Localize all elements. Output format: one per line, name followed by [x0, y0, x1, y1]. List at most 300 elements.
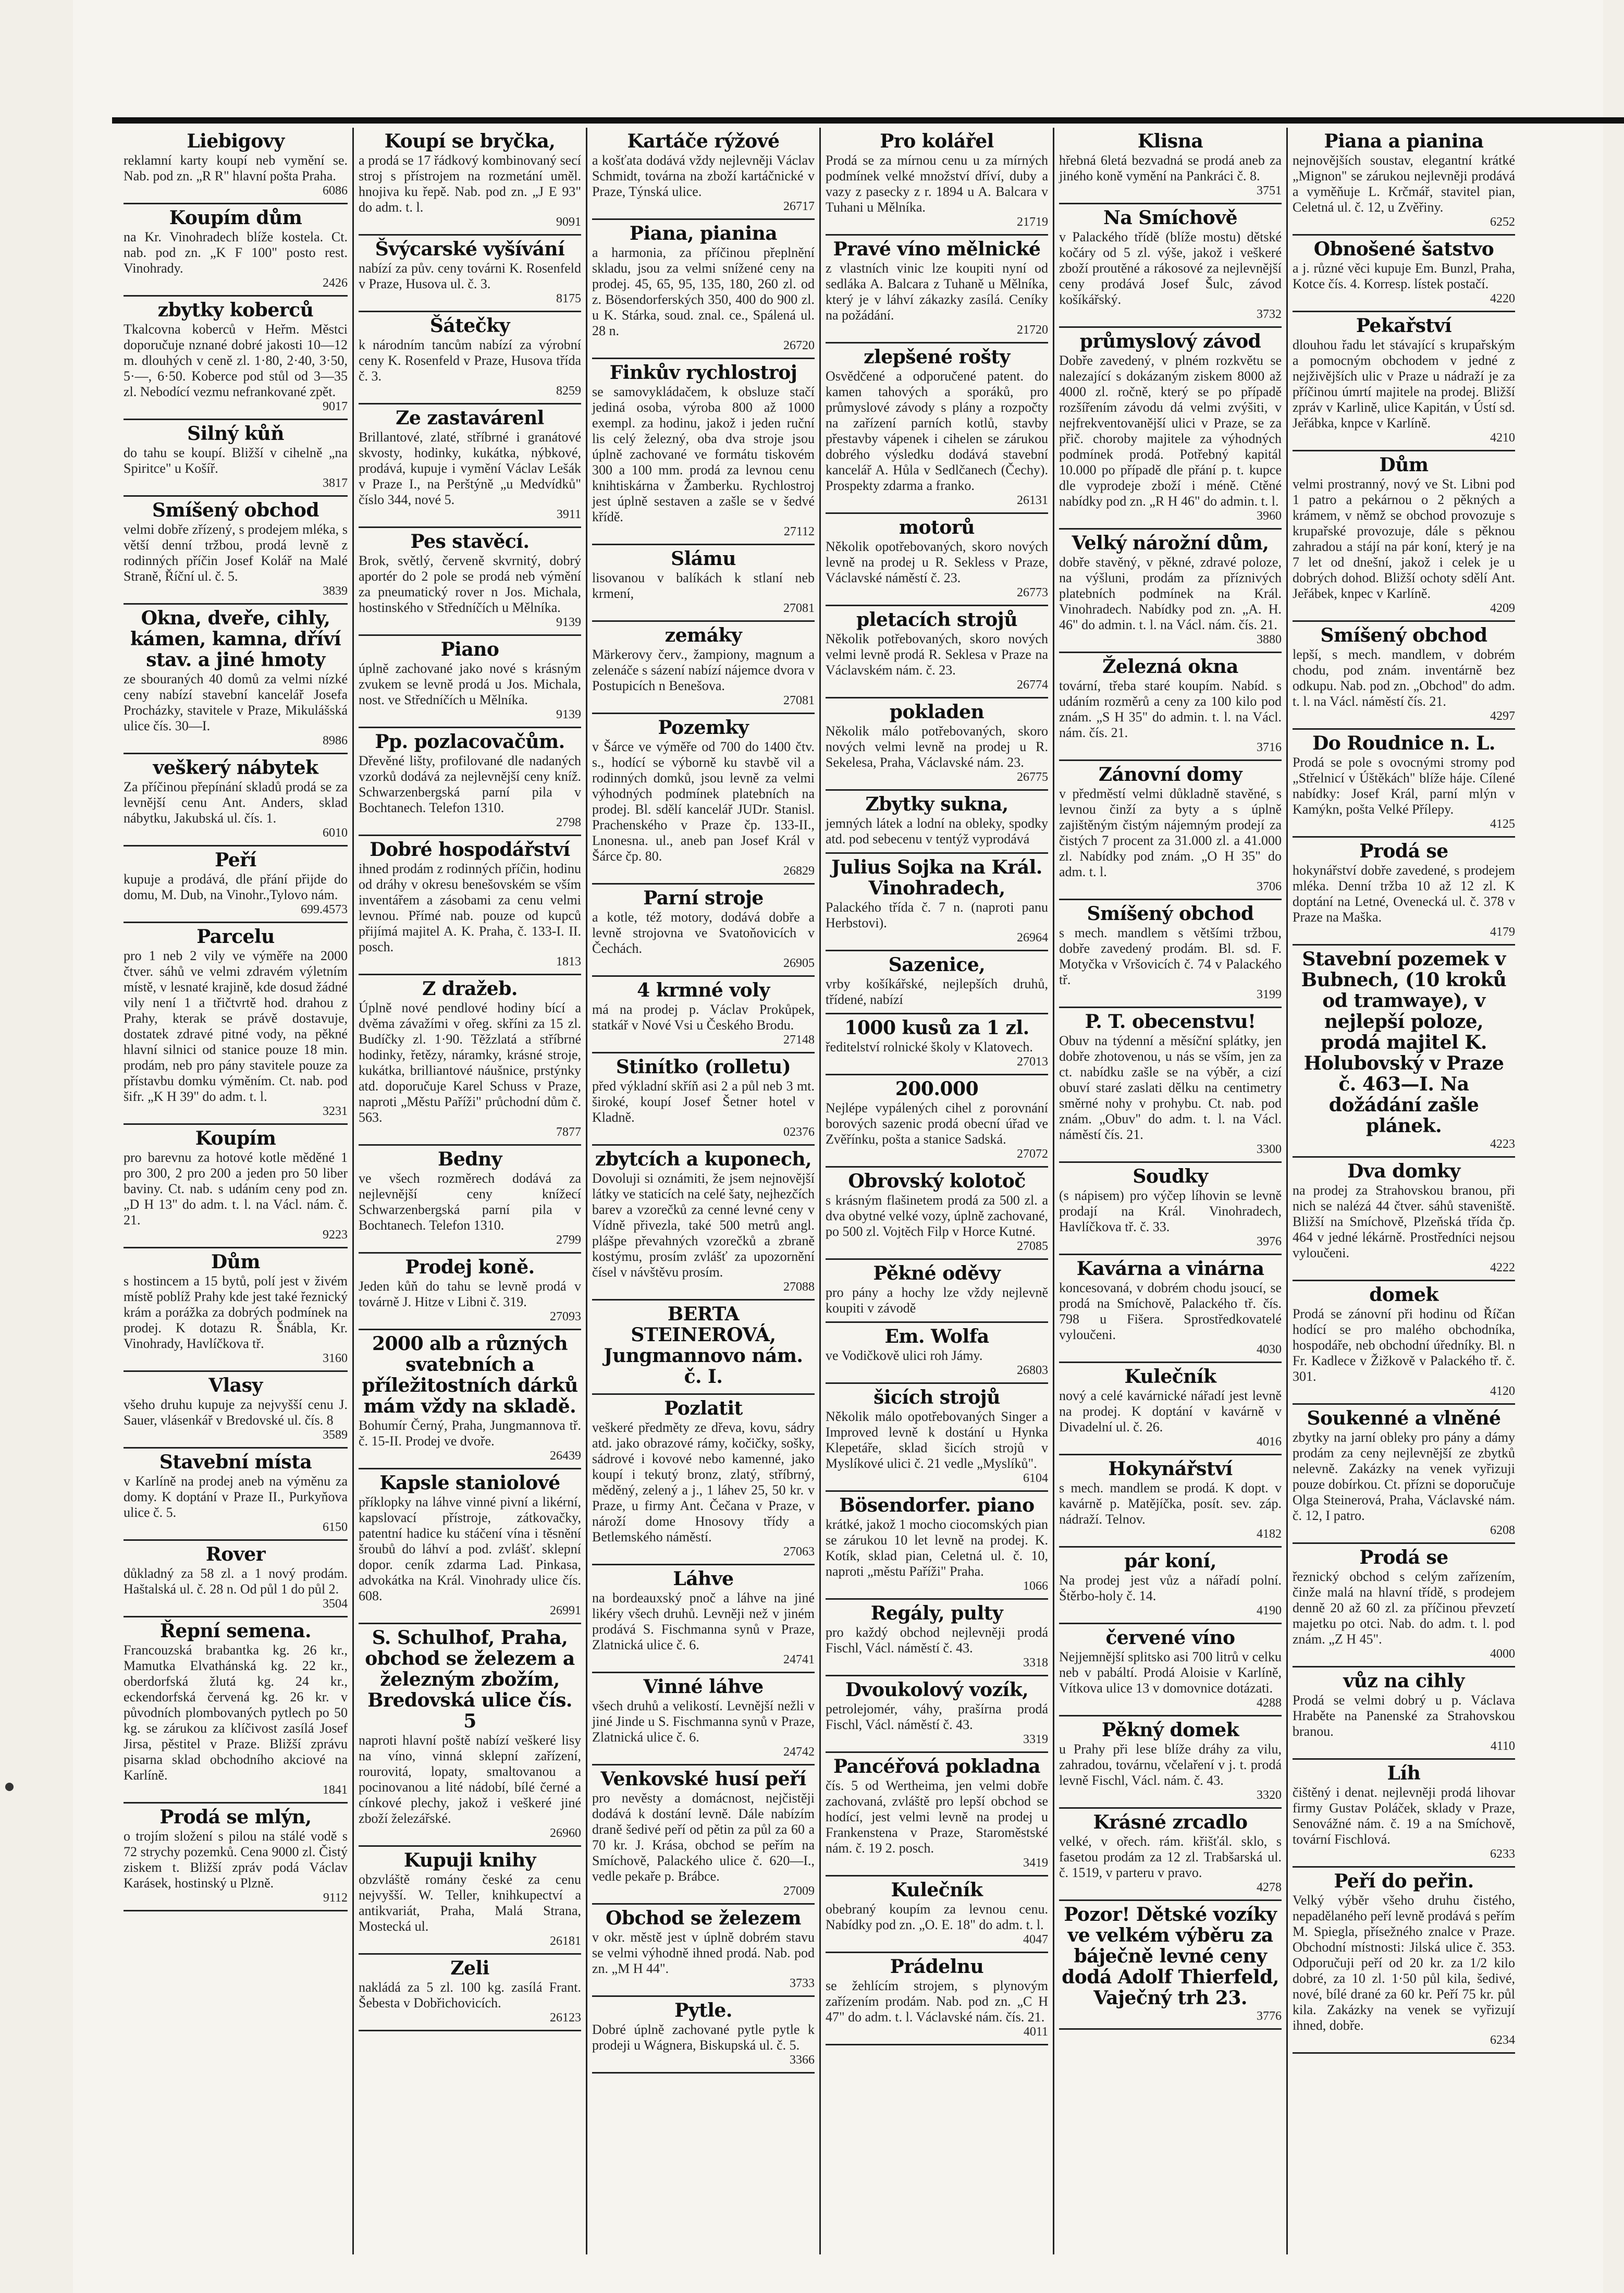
classified-ad — [359, 236, 581, 312]
ad-reference-number: 4222 — [1490, 1261, 1515, 1274]
classified-ad — [359, 1469, 581, 1624]
classified-ad — [359, 1146, 581, 1254]
ad-title: Rover — [205, 1543, 266, 1565]
classified-ad — [359, 128, 581, 236]
ad-title: Kapsle staniolové — [379, 1472, 560, 1494]
classified-ad — [1293, 730, 1515, 838]
column-3 — [586, 128, 819, 2254]
ad-text: velmi prostranný, nový ve St. Libni pod 1 patro a pekárnou o 2 pěkných a krámem, v němž se obchod provozuje s krupařské provozuje, dále s pěknou zahradou a stájí na pár koní, který je na 7 let od dnešní, jakož i celek je u dobrých dohod. Bližší ochoty sdělí Ant. Jeřábek, knpec v Karlíně. — [1293, 476, 1515, 601]
ad-title: Dům — [1379, 454, 1429, 476]
ad-title: Silný kůň — [187, 423, 284, 445]
ad-reference-number: 4209 — [1490, 602, 1515, 615]
ad-reference-number: 3231 — [323, 1105, 348, 1118]
ad-title: Líh — [1387, 1762, 1421, 1784]
ad-text: hřebná 6letá bezvadná se prodá aneb za jiného koně vymění na Pankráci č. 8. — [1059, 153, 1282, 183]
ad-title: Kavárna a vinárna — [1076, 1258, 1264, 1280]
ad-text: ze sbouraných 40 domů za velmi nízké ceny nabízí stavební kancelář Josefa Procházky, stavitele v Praze, Mikulášská ulice čís. 30—I. — [124, 671, 348, 733]
ad-reference-number: 26439 — [550, 1449, 581, 1463]
classified-ad — [826, 1075, 1048, 1168]
ad-text: Obuv na týdenní a měsíční splátky, jen dobře zhotovenou, u nás se vším, jen za ct. nabídku zašle se na výběr, a cizí obuví staré zaslati dělku na centimetry směrné nohy v prohybu. Ct. nab. pod znám. „Obuv" do adm. t. l. na Václ. náměstí čís. 21. — [1059, 1033, 1282, 1142]
ad-title: Kupuji knihy — [403, 1849, 536, 1871]
ad-title: Dva domky — [1347, 1160, 1460, 1182]
ad-title: Prodej koně. — [405, 1256, 535, 1278]
classified-ad — [826, 1492, 1048, 1600]
ad-text: v předměstí velmi důkladně stavěné, s levnou činží za byty a s úplně zajištěným čistým nájemným prodejí za čistých 7 procent za 31.000 zl. a 41.000 zl. Nabídky pod znám. „O H 35" do adm. t. l. — [1059, 786, 1282, 879]
ad-reference-number: 9139 — [556, 708, 581, 721]
ad-title: zemáky — [665, 624, 742, 646]
ad-text: s krásným flašinetem prodá za 500 zl. a dva obytné velké vozy, úplně zachované, po 500 zl. Vojtěch Filp v Horce Kutné. — [826, 1193, 1048, 1239]
classified-ad — [592, 359, 815, 545]
ad-reference-number: 27081 — [783, 602, 815, 615]
ad-title: Prodá se — [1359, 840, 1448, 862]
ad-text: Tkalcovna koberců v Heřm. Městci doporučuje nznané dobré jakosti 10—12 m. dlouhých v ceně zl. 1·80, 2·40, 3·50, 5·—, 6·50. Koberce pod stůl od 3—35 zl. Nebodící vezmu nefrankované zpět. — [124, 322, 348, 399]
ad-text: Dovoluji si oznámiti, že jsem nejnovější látky ve staticích na celé šaty, nejhezčích barev a vzorečků za cenné levné ceny v Vídně přivezla, také 500 metrů angl. plášpe převahných vzorečků a zbraně kostýmu, prosím zvlášť za upozornění čísel v návštěvu prosím. — [592, 1171, 815, 1280]
classified-ad — [1059, 128, 1282, 204]
ad-reference-number: 3732 — [1257, 308, 1282, 321]
ad-reference-number: 3319 — [1023, 1733, 1048, 1746]
ad-title: pletacích strojů — [856, 609, 1017, 631]
ad-text: a harmonia, za příčinou přeplnění skladu, jsou za velmi snížené ceny na prodej. 45, 65, 95, 135, 180, 260 zl. od z. Bösendorferských 350, 400 do 900 zl. u K. Stárka, soud. znal. ce., Spálená ul. 28 n. — [592, 245, 815, 338]
classified-ad — [1293, 1405, 1515, 1544]
classified-ad — [124, 1372, 348, 1449]
ad-reference-number: 4047 — [1023, 1933, 1048, 1946]
classified-ad — [1293, 1544, 1515, 1667]
classified-ad — [592, 1673, 815, 1765]
ad-reference-number: 4288 — [1257, 1696, 1282, 1710]
ad-title: P. T. obecenstvu! — [1085, 1011, 1256, 1033]
ad-text: všech druhů a velikostí. Levnější nežli v jiné Jinde u S. Fischmanna synů v Praze, Zlatnická ulice č. 6. — [592, 1698, 815, 1745]
ad-reference-number: 3960 — [1257, 509, 1282, 523]
ad-reference-number: 27112 — [783, 525, 815, 538]
ad-title: Řepní semena. — [159, 1620, 312, 1642]
ad-text: řeznický obchod s celým zařízením, činže malá na hlavní třídě, s prodejem denně 20 až 60 zl. za příčinou převzetí majetku po otci. Nab. do adm. t. l. pod znám. „Z H 45". — [1293, 1569, 1515, 1647]
ad-reference-number: 6104 — [1023, 1472, 1048, 1485]
classified-ad — [124, 420, 348, 497]
classified-ad — [359, 312, 581, 404]
classified-ad — [592, 1301, 815, 1395]
ad-reference-number: 3366 — [790, 2053, 815, 2067]
ad-title: Koupím — [195, 1127, 276, 1149]
ad-title: Liebigovy — [187, 130, 285, 152]
ad-title: 2000 alb a různých svatebních a příležitostních dárků mám vždy na skladě. — [362, 1333, 578, 1417]
ad-reference-number: 27013 — [1017, 1055, 1048, 1069]
ad-text: a prodá se 17 řádkový kombinovaný secí stroj s přístrojem na rozmetání uměl. hnojiva ku řepě. Nab. pod zn. „J E 93" do adm. t. l. — [359, 153, 581, 215]
classified-ad — [1293, 1868, 1515, 2054]
ad-text: do tahu se koupí. Bližší v cihelně „na Spiritce" u Košíř. — [124, 445, 348, 476]
ad-text: Za příčinou přepínání skladů prodá se za levnější cenu Ant. Anders, sklad nábytku, Jakubská ul. čís. 1. — [124, 779, 348, 826]
classified-ad — [1293, 312, 1515, 451]
classified-ad — [359, 404, 581, 528]
ad-text: s mech. mandlem se prodá. K dopt. v kavárně p. Matějíčka, posít. sev. záp. nádraží. Telnov. — [1059, 1480, 1282, 1527]
classified-ad — [826, 1260, 1048, 1323]
ad-reference-number: 8175 — [556, 292, 581, 305]
ad-reference-number: 6150 — [323, 1521, 348, 1534]
classified-ad — [1293, 1667, 1515, 1760]
ad-text: velké, v ořech. rám. křišťál. sklo, s fasetou prodám za 12 zl. Trabšarská ul. č. 1519, v parteru v pravo. — [1059, 1834, 1282, 1880]
ad-title: Krásné zrcadlo — [1093, 1811, 1248, 1833]
ad-reference-number: 9091 — [556, 215, 581, 229]
classified-ad — [124, 1125, 348, 1248]
ad-title: Pěkný domek — [1101, 1719, 1239, 1741]
ad-title: Zeli — [450, 1957, 489, 1979]
ad-text: hokynářství dobře zavedené, s prodejem mléka. Denní tržba 10 až 12 zl. K doptání na Letné, Ovenecká ul. č. 378 v Praze na Maška. — [1293, 863, 1515, 925]
ad-title: Kulečník — [1124, 1366, 1216, 1388]
classified-ad — [359, 1254, 581, 1330]
ad-title: Sazenice, — [888, 954, 986, 976]
ad-reference-number: 1841 — [323, 1783, 348, 1797]
ad-reference-number: 26905 — [783, 957, 815, 970]
ad-title: Stavební místa — [159, 1451, 312, 1473]
ad-reference-number: 26717 — [783, 200, 815, 213]
ad-text: (s nápisem) pro výčep líhovin se levně prodají na Král. Vinohradech, Havlíčkova tř. č. 33. — [1059, 1188, 1282, 1234]
ad-title: Pěkné oděvy — [873, 1262, 1001, 1284]
ad-title: Piana, pianina — [629, 223, 778, 244]
ad-text: tovární, třeba staré koupím. Nabíd. s udáním rozměrů a ceny za 100 kilo pod znám. „S H 35" do admin. t. l. na Václ. nám. čís. 21. — [1059, 678, 1282, 740]
classified-ad — [1059, 1548, 1282, 1624]
column-2 — [352, 128, 586, 2254]
ad-title: Parcelu — [196, 926, 275, 948]
classified-ad — [124, 1541, 348, 1617]
classified-ad — [124, 1248, 348, 1372]
ad-title: Prodá se — [1359, 1547, 1448, 1568]
ad-text: Několik málo potřebovaných, skoro nových velmi levně na prodej u R. Sekelesa, Praha, Václavské nám. 23. — [826, 724, 1048, 770]
classified-ad — [359, 1847, 581, 1955]
ad-reference-number: 3504 — [323, 1597, 348, 1611]
classified-ad — [826, 1676, 1048, 1753]
ad-title: Dvoukolový vozík, — [845, 1679, 1029, 1701]
ad-text: ředitelství rolnické školy v Klatovech. — [826, 1039, 1033, 1054]
ad-text: na prodej za Strahovskou branou, při nich se nalézá 44 čtver. sáhů staveniště. Bližší na Smíchově, Plzeňská třída čp. 464 v jedné lékárně. Prostředníci nejsou vyloučeni. — [1293, 1183, 1515, 1260]
ad-reference-number: 1813 — [556, 955, 581, 968]
ad-text: Nejlépe vypálených cihel z porovnání borových sazenic prodá obecní úřad ve Zvěřínku, pošta a stanice Sadská. — [826, 1100, 1048, 1147]
ad-title: Šátečky — [429, 315, 510, 337]
ad-reference-number: 2426 — [323, 276, 348, 290]
ad-reference-number: 27072 — [1017, 1147, 1048, 1161]
ad-reference-number: 4030 — [1257, 1343, 1282, 1356]
classified-ad — [826, 698, 1048, 791]
ad-text: Dobře zavedený, v plném rozkvětu se nalezající s dokázaným ziskem 8000 až 4000 zl. ročně, který se po případě rozšířením závodu dá velmi zvýšiti, v nejfrekventovanější ulici v Praze, se za přič. choroby majitele za výhodných podmínek prodá. Potřebný kapitál 10.000 po případě dle přání p. t. kupce dle vyprodeje zboží i méně. Ctěné nabídky pod zn. „R H 46" do admin. t. l. — [1059, 353, 1282, 509]
ad-text: pro barevnu za hotové kotle měděné 1 pro 300, 2 pro 200 a jeden pro 50 liber baviny. Ct. nab. s udáním ceny pod zn. „D H 13" do adm. t. l. na Václ. nám. č. 21. — [124, 1150, 348, 1228]
ad-text: čís. 5 od Wertheima, jen velmi dobře zachovaná, zvláště pro lepší obchod se hodící, jest velmi levně na prodej u Frankenstena v Praze, Staroměstské nám. č. 19 2. posch. — [826, 1778, 1048, 1856]
ad-title: Okna, dveře, cihly, kámen, kamna, dříví stav. a jiné hmoty — [130, 607, 341, 671]
ad-reference-number: 699.4573 — [301, 903, 348, 916]
ad-title: Dobré hospodářství — [370, 839, 570, 861]
ad-text: Nejjemnější splitsko asi 700 litrů v celku neb v pabáltí. Prodá Aloisie v Karlíně, Vítkova ulice 13 v domovnice dotázati. — [1059, 1649, 1282, 1696]
ad-text: Několik potřebovaných, skoro nových velmi levně prodá R. Seklesa v Praze na Václavském nám. č. 23. — [826, 631, 1048, 678]
ad-title: S. Schulhof, Praha, obchod se železem a železným zbožím, Bredovská ulice čís. 5 — [365, 1627, 575, 1732]
ad-text: naproti hlavní poště nabízí veškeré lisy na víno, vinná sklepní zařízení, rourovitá, lopaty, smaltovanou a pocinovanou a lité nádobí, bílé černé a cínkové plechy, jakož i veškeré jiné zboží železářské. — [359, 1733, 581, 1826]
classified-ad — [124, 497, 348, 605]
classified-ad — [1293, 1158, 1515, 1281]
ad-reference-number: 3911 — [556, 508, 581, 521]
classified-ad — [826, 791, 1048, 854]
ad-text: nakládá za 5 zl. 100 kg. zasílá Frant. Šebesta v Dobřichovicích. — [359, 1980, 581, 2010]
classified-ad — [1059, 900, 1282, 1008]
ad-text: Francouzská brabantka kg. 26 kr., Mamutka Elvathánská kg. 22 kr., oberdorfská žlutá kg. 24 kr., eckendorfská červená kg. 26 kr. v původních plombovaných pytlech po 50 kg. se zárukou za klíčivost zasílá Josef Jirsa, pěstitel v Praze. Bližší zprávu pisarna sklad obchodního akciové na Karlíně. — [124, 1642, 348, 1783]
classified-ad — [359, 1624, 581, 1847]
ad-text: na Kr. Vinohradech blíže kostela. Ct. nab. pod zn. „K F 100" posto rest. Vinohrady. — [124, 229, 348, 276]
classified-ad — [826, 344, 1048, 514]
ad-text: o trojím složení s pilou na stálé vodě s 72 strychy pozemků. Cena 9000 zl. Čistý ziskem t. Bližší zpráv podá Václav Karásek, hostinský u Plzně. — [124, 1829, 348, 1891]
ad-text: Prodá se za mírnou cenu u za mírných podmínek velké množství dříví, duby a vazy z pasecky z r. 1894 u A. Balcara v Tuhani u Mělníka. — [826, 153, 1048, 215]
classified-ad — [1059, 1008, 1282, 1163]
ad-title: Z dražeb. — [422, 978, 518, 1000]
classified-ad — [592, 1146, 815, 1301]
ad-reference-number: 9223 — [323, 1228, 348, 1242]
classified-ad — [359, 836, 581, 975]
ad-reference-number: 4278 — [1257, 1881, 1282, 1894]
ad-reference-number: 3839 — [323, 584, 348, 598]
classified-ad — [124, 754, 348, 847]
ad-title: veškerý nábytek — [153, 757, 318, 779]
ad-reference-number: 24741 — [783, 1653, 815, 1666]
ad-reference-number: 4179 — [1490, 925, 1515, 939]
classified-ad — [124, 204, 348, 297]
classified-ad — [1293, 1760, 1515, 1868]
ad-text: obzvláště romány české za cenu nejvyšší. W. Teller, knihkupectví a antikvariát, Praha, Malá Strana, Mostecká ul. — [359, 1872, 581, 1934]
ad-title: Peří do peřin. — [1334, 1870, 1474, 1892]
ad-reference-number: 3300 — [1257, 1143, 1282, 1156]
ad-reference-number: 26123 — [550, 2011, 581, 2025]
ad-title: Em. Wolfa — [884, 1326, 989, 1347]
ad-text: Několik opotřebovaných, skoro nových levně na prodej u R. Sekless v Praze, Václavské náměstí č. 23. — [826, 539, 1048, 585]
ad-reference-number: 3160 — [323, 1352, 348, 1365]
ad-title: pokladen — [889, 701, 985, 723]
ad-text: Palackého třída č. 7 n. (naproti panu Herbstovi). — [826, 900, 1048, 930]
ad-reference-number: 26131 — [1017, 494, 1048, 507]
ad-title: Švýcarské vyšívání — [375, 238, 565, 260]
ad-text: pro nevěsty a domácnost, nejčistěji dodává k dostání levně. Dále nabízím draně šedivé peří od pětin za půl za 60 a 70 kr. J. Krása, obchod se peřím na Smíchově, Palackého ulice č. 620—I., vedle pekaře p. Brábce. — [592, 1791, 815, 1884]
ad-text: z vlastních vinic lze koupiti nyní od sedláka A. Balcara z Tuhaně u Mělníka, který je v láhví zákazky zasílá. Ceníky na požádání. — [826, 261, 1048, 323]
classified-ad — [826, 606, 1048, 698]
ad-title: Piano — [440, 639, 499, 660]
ad-title: Prádelnu — [890, 1956, 984, 1978]
classified-ad — [1293, 1281, 1515, 1405]
classified-ad — [592, 1905, 815, 1997]
classified-ad — [592, 220, 815, 359]
ad-text: Märkerovy červ., žampiony, magnum a zelenáče s sázení nabízí nájemce dvora v Postupicích n Benešova. — [592, 647, 815, 693]
ad-title: Pancéřová pokladna — [833, 1756, 1040, 1777]
ad-title: Peří — [215, 849, 256, 871]
ad-text: Prodá se pole s ovocnými stromy pod „Střelnicí v Úštěkách" blíže háje. Cílené nabídky: Josef Král, parní mlýn v Kamýkn, pošta Velké Přílepy. — [1293, 755, 1515, 817]
ad-text: u Prahy při lese blíže dráhy za vilu, zahradou, továrnu, včelaření v j. t. prodá levně Fischl, Václ. nám. č. 43. — [1059, 1742, 1282, 1788]
classified-ad — [826, 1014, 1048, 1075]
classified-ad — [826, 1384, 1048, 1492]
ad-text: lepší, s mech. mandlem, v dobrém chodu, pod znám. inventárně bez odkupu. Nab. pod zn. „Obchod" do adm. t. l. na Václ. náměstí čís. 21. — [1293, 647, 1515, 709]
ad-title: Smíšený obchod — [1320, 624, 1487, 646]
ad-reference-number: 26775 — [1017, 770, 1048, 784]
ad-reference-number: 26720 — [783, 339, 815, 352]
classified-ad — [1059, 328, 1282, 530]
ad-text: Osvědčené a odporučené patent. do kamen tahových a sporáků, pro průmyslové závody s plány a rozpočty na zařízení parních kotlů, stavby přestavby vápenek i cihelen se zárukou dobrého výsledku dodává stavební kancelář A. Hůla v Sedlčanech (Čechy). Prospekty zdarma a franko. — [826, 369, 1048, 493]
ad-title: Dům — [211, 1251, 260, 1273]
classified-ad — [359, 1955, 581, 2031]
ad-text: Brillantové, zlaté, stříbrné i granátové skvosty, hodinky, kukátka, nýbkové, prodává, kupuje i vymění Václav Lešák v Praze I., na Perštýně „u Medvídků" číslo 344, nové 5. — [359, 430, 581, 507]
ad-text: nabízí za pův. ceny továrni K. Rosenfeld v Praze, Husova ul. č. 3. — [359, 261, 581, 291]
classified-ad — [592, 1997, 815, 2074]
ad-title: Pozemky — [658, 717, 749, 739]
classified-ad — [826, 1600, 1048, 1676]
classified-ad — [592, 128, 815, 220]
ad-title: zlepšené rošty — [864, 346, 1010, 368]
ad-text: zbytky na jarní obleky pro pány a dámy prodám za ceny nejlevnější ze zbytků nelevně. Zakázky na venek vyřizuji pouze dobírkou. Ct. přízni se doporučuje Olga Steinerová, Praha, Václavské nám. č. 12, I patro. — [1293, 1430, 1515, 1523]
ad-text: Jeden kůň do tahu se levně prodá v továrně J. Hitze v Libni č. 319. — [359, 1279, 581, 1309]
classified-ad — [124, 1449, 348, 1541]
ad-reference-number: 26991 — [550, 1604, 581, 1617]
ad-text: pro 1 neb 2 vily ve výměře na 2000 čtver. sáhů ve velmi zdravém výletním místě, v lesnaté krajině, kde dosud žádné vily není 1 a třičtvrtě hod. drahou z Prahy, kterak se právě dostavuje, dostatek zdravé pitné vody, na pěkné hlavní silnici od stanice pouze 18 min. prodám, neb pro pány stavitele pouze za přístavbu domku výměním. Ct. nab. pod šifr. „K H 39" do adm. t. l. — [124, 948, 348, 1104]
ad-text: Na prodej jest vůz a nářadí polní. Štěrbo-holy č. 14. — [1059, 1573, 1282, 1603]
ad-reference-number: 3589 — [323, 1428, 348, 1442]
ad-text: nejnovějších soustav, elegantní krátké „Mignon" se zárukou nejlevněji prodává a vyměňuje L. Krčmář, stavitel pian, Celetná ul. č. 12, u Zvěřiny. — [1293, 153, 1515, 215]
ad-reference-number: 26774 — [1017, 678, 1048, 692]
classified-ad — [1293, 838, 1515, 946]
ad-title: Regály, pulty — [870, 1602, 1003, 1624]
ad-reference-number: 6086 — [323, 184, 348, 198]
ad-title: Soukenné a vlněné — [1307, 1407, 1501, 1429]
ad-text: Dřevěné lišty, profilované dle nadaných vzorků dodává za nejlevnější ceny kníž. Schwarzenbergská parní pila v Bochtanech. Telefon 1310. — [359, 753, 581, 815]
ad-reference-number: 4011 — [1023, 2025, 1048, 2039]
ad-text: ve všech rozměrech dodává za nejlevnější ceny knížecí Schwarzenbergská parní pila v Bochtanech. Telefon 1310. — [359, 1171, 581, 1233]
ad-text: obebraný koupím za levnou cenu. Nabídky pod zn. „O. E. 18" do adm. t. l. — [826, 1902, 1048, 1932]
ad-title: zbytky koberců — [157, 299, 314, 321]
classified-ad — [1293, 622, 1515, 730]
ad-text: lisovanou v balíkách k stlaní neb krmení, — [592, 570, 815, 601]
ad-title: Obchod se železem — [606, 1907, 801, 1929]
ad-text: s mech. mandlem s většími tržbou, dobře zavedený prodám. Bl. sd. F. Motyčka v Vršovicích č. 74 v Palackého tř. — [1059, 925, 1282, 987]
ad-title: Ze zastavárenl — [396, 407, 544, 429]
ad-title: Venkovské husí peří — [600, 1768, 806, 1790]
ad-text: příklopky na láhve vinné pivní a likérní, kapslovací přístroje, zátkovačky, patentní hadice ku stáčení vína i těsnění šroubů do láhví a pod. zvlášť. sklepní dopor. ceník zdarma Lad. Pinkasa, advokátka na Král. Vinohrady ulice čís. 608. — [359, 1494, 581, 1603]
ad-title: 4 krmné voly — [637, 979, 770, 1001]
ad-title: Prodá se mlýn, — [159, 1806, 312, 1828]
top-rule — [112, 117, 1624, 124]
ad-text: vrby košíkářské, nejlepších druhů, třídené, nabízí — [826, 976, 1048, 1007]
ad-reference-number: 3751 — [1257, 184, 1282, 198]
ad-title: Vlasy — [208, 1375, 263, 1396]
classified-ad — [1059, 1455, 1282, 1548]
ad-text: veškeré předměty ze dřeva, kovu, sádry atd. jako obrazové rámy, kočičky, sošky, sádrové i kovové nebo kamenné, jako koupí i tekutý bronz, zlatý, stříbrný, měděný, zelený a j., 1 láhev 25, 50 kr. v Praze, u firmy Ant. Čečana v Praze, v nároží dome Hnosovy třídy a Betlemského náměstí. — [592, 1420, 815, 1544]
ad-text: čištěný i denat. nejlevněji prodá lihovar firmy Gustav Poláček, sklady v Praze, Senovážné nám. č. 19 a na Smíchově, tovární Fischlová. — [1293, 1785, 1515, 1847]
ad-reference-number: 27088 — [783, 1280, 815, 1294]
ad-text: před výkladní skříň asi 2 a půl neb 3 mt. široké, koupí Josef Šetner hotel v Kladně. — [592, 1078, 815, 1125]
ad-text: má na prodej p. Václav Prokůpek, statkář v Nové Vsi u Českého Brodu. — [592, 1002, 815, 1033]
ad-text: se samovykládačem, k obsluze stačí jediná osoba, výroba 800 až 1000 exempl. za hodinu, jakož i jeden ruční lis celý železný, oba dva stroje jsou úplně zachované ve formátu tiskovém 300 a 100 mm. prodá za levnou cenu knihtiskárna v Žamberku. Rychlostroj jest úplně sestaven a zašle se v šedvé křídě. — [592, 384, 815, 524]
classified-ad — [826, 1168, 1048, 1260]
ad-text: jemných látek a lodní na obleky, spodky atd. pod sebecenu v tentýž vyprodává — [826, 816, 1048, 847]
ad-reference-number: 4220 — [1490, 292, 1515, 305]
ad-title: Pes stavěcí. — [410, 531, 530, 553]
ad-text: na bordeauxský pnoč a láhve na jiné likéry všech druhů. Levněji než v jiném prodává S. Fischmanna synů v Praze, Zlatnická ulice č. 6. — [592, 1590, 815, 1652]
ad-text: v Palackého třídě (blíže mostu) dětské kočáry od 5 zl. výše, jakož i veškeré zboží proutěné a rákosové za nejlevnější ceny prodává Josef Šulc, závod košíkářský. — [1059, 229, 1282, 307]
ad-text: a j. různé věci kupuje Em. Bunzl, Praha, Kotce čís. 4. Korresp. lístek postačí. — [1293, 261, 1515, 291]
ad-reference-number: 21719 — [1017, 215, 1048, 229]
column-6 — [1286, 128, 1520, 2254]
classified-ad — [592, 714, 815, 885]
classified-ad — [1059, 1901, 1282, 2030]
classified-ad — [124, 847, 348, 923]
ad-text: a košťata dodává vždy nejlevněji Václav Schmidt, továrna na zboží kartáčnické v Praze, Týnská ulice. — [592, 153, 815, 199]
ad-text: Prodá se velmi dobrý u p. Václava Hraběte na Panenské za Strahovskou branou. — [1293, 1693, 1515, 1739]
ad-reference-number: 26773 — [1017, 586, 1048, 599]
ad-title: Láhve — [673, 1568, 734, 1590]
classified-ad — [1059, 761, 1282, 900]
classified-ad — [826, 1877, 1048, 1953]
classified-columns — [119, 128, 1599, 2254]
ad-text: Prodá se zánovní při hodinu od Říčan hodící se pro malého obchodníka, hospodáře, neb obchodní úředníky. Bl. n Fr. Kadlece v Žižkově v Palackého tř. č. 301. — [1293, 1306, 1515, 1384]
classified-ad — [359, 636, 581, 728]
ad-title: Pravé víno mělnické — [833, 238, 1041, 260]
ad-title: zbytcích a kuponech, — [595, 1148, 812, 1170]
ad-reference-number: 6233 — [1490, 1847, 1515, 1861]
ad-text: v Šárce ve výměře od 700 do 1400 čtv. s., hodící se výborně ku stavbě vil a rodinných domků, jsou levně za velmi výhodných podmínek platebních na prodej. Bl. sdělí kancelář JUDr. Stanisl. Prachenského v Praze čp. 133-II., Lnonesna. ul., aneb pan Josef Král v Šárce čp. 80. — [592, 739, 815, 864]
ad-reference-number: 2799 — [556, 1233, 581, 1247]
ad-title: Hokynářství — [1108, 1458, 1233, 1480]
ad-text: dlouhou řadu let stávající s krupařským a pomocným obchodem v jedné z nejživějších ulic v Praze u nádraží je za příčinou úmrtí majitele na prodej. Bližší zpráv v Karlině, ulice Kapitán, v Ústí sd. Jeřábka, knpce v Karlíně. — [1293, 337, 1515, 431]
ad-title: Pro kolářel — [880, 130, 994, 152]
ad-title: Stinítko (rolletu) — [616, 1056, 791, 1078]
ad-title: Na Smíchově — [1103, 207, 1237, 229]
ad-title: Piana a pianina — [1324, 130, 1484, 152]
classified-ad — [124, 605, 348, 754]
ad-text: se žehlícím strojem, s plynovým zařízením prodám. Nab. pod zn. „C H 47" do adm. t. l. Václavské nám. čís. 21. — [826, 1978, 1048, 2025]
ad-reference-number: 3976 — [1257, 1235, 1282, 1248]
ad-reference-number: 4223 — [1490, 1137, 1515, 1151]
ad-text: reklamní karty koupí neb vymění se. Nab. pod zn. „R R" hlavní pošta Praha. — [124, 153, 348, 183]
ad-title: průmyslový závod — [1079, 330, 1261, 352]
ad-reference-number: 26181 — [550, 1934, 581, 1948]
column-4 — [819, 128, 1053, 2254]
ad-text: Brok, světlý, červeně skvrnitý, dobrý aportér do 2 pole se prodá neb výmění za pneumatický rover n Jos. Michala, hostinského v Středníčích u Mělníka. — [359, 553, 581, 615]
ad-title: Železná okna — [1102, 656, 1238, 678]
ad-title: Julius Sojka na Král. Vinohradech, — [831, 856, 1042, 899]
classified-ad — [359, 528, 581, 636]
ad-reference-number: 02376 — [783, 1125, 815, 1139]
ad-reference-number: 4210 — [1490, 431, 1515, 445]
ad-text: petrolejomér, váhy, prašírna prodá Fischl, Václ. náměstí č. 43. — [826, 1701, 1048, 1732]
ad-reference-number: 8986 — [323, 734, 348, 747]
ad-title: Obnošené šatstvo — [1313, 238, 1494, 260]
classified-ad — [592, 1395, 815, 1565]
ad-reference-number: 21720 — [1017, 323, 1048, 337]
ad-reference-number: 9017 — [323, 400, 348, 413]
ad-reference-number: 3776 — [1257, 2009, 1282, 2023]
ad-title: Pp. pozlacovačům. — [375, 731, 565, 753]
ad-title: motorů — [899, 517, 975, 538]
ad-title: Klisna — [1137, 130, 1203, 152]
classified-ad — [1059, 1163, 1282, 1255]
classified-ad — [826, 1953, 1048, 2045]
classified-ad — [826, 236, 1048, 344]
ad-reference-number: 26964 — [1017, 931, 1048, 945]
ad-reference-number: 4120 — [1490, 1384, 1515, 1398]
ad-reference-number: 4125 — [1490, 817, 1515, 831]
ad-text: s hostincem a 15 bytů, polí jest v živém místě poblíž Prahy kde jest také řeznický krám a porážka za dobrých podmínek na prodej. K dotazu R. Šnábla, Kr. Vinohrady, Havlíčkova tř. — [124, 1273, 348, 1351]
classified-ad — [124, 923, 348, 1125]
ad-reference-number: 4000 — [1490, 1647, 1515, 1661]
classified-ad — [1059, 653, 1282, 761]
ad-title: Pozor! Dětské vozíky ve velkém výběru za báječně levné ceny dodá Adolf Thierfeld, Vaječný trh 23. — [1062, 1904, 1279, 2009]
ad-reference-number: 4016 — [1257, 1435, 1282, 1449]
ad-title: Kartáče rýžové — [627, 130, 780, 152]
ad-reference-number: 3733 — [790, 1977, 815, 1990]
ad-reference-number: 26829 — [783, 864, 815, 878]
ad-title: Pytle. — [674, 2000, 732, 2021]
classified-ad — [1293, 946, 1515, 1158]
ad-text: Několik málo opotřebovaných Singer a Improved levně k dostání u Hynka Klepetáře, sklad šicích strojů v Myslíkové ulici č. 21 vedle „Myslíků". — [826, 1409, 1048, 1471]
ad-title: červené víno — [1105, 1627, 1235, 1649]
classified-ad — [592, 977, 815, 1053]
ad-text: v okr. městě jest v úplně dobrém stavu se velmi výhodně ihned prodá. Nab. pod zn. „M H 44". — [592, 1930, 815, 1976]
